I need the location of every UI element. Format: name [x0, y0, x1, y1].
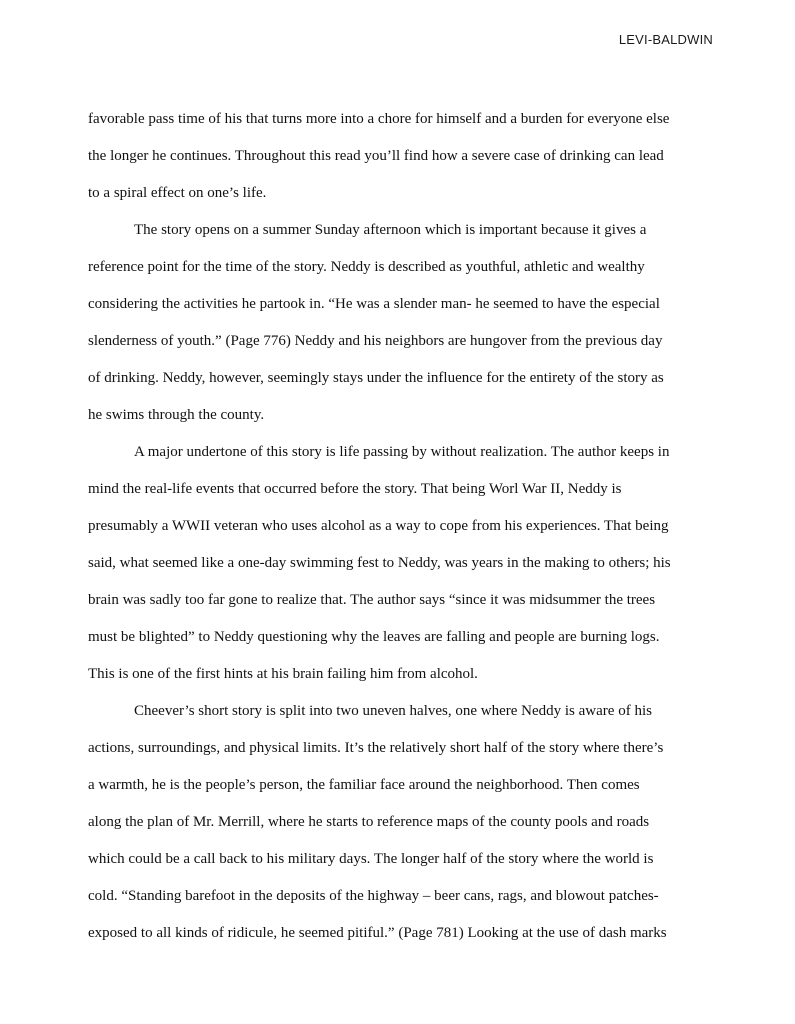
text-line: said, what seemed like a one-day swimming fest to Neddy, was years in the making to others; his	[88, 555, 671, 571]
text-line: which could be a call back to his military days. The longer half of the story where the world is	[88, 851, 654, 867]
running-head: LEVI-BALDWIN	[618, 32, 713, 47]
text-line: This is one of the first hints at his brain failing him from alcohol.	[88, 666, 478, 682]
text-line: favorable pass time of his that turns more into a chore for himself and a burden for everyone else	[88, 111, 670, 127]
text-line: exposed to all kinds of ridicule, he seemed pitiful.” (Page 781) Looking at the use of dash marks	[88, 925, 667, 941]
text-line: he swims through the county.	[88, 407, 265, 423]
text-line: slenderness of youth.” (Page 776) Neddy and his neighbors are hungover from the previous day	[88, 333, 663, 349]
paragraph-first-line: A major undertone of this story is life passing by without realization. The author keeps in	[134, 444, 670, 460]
text-line: reference point for the time of the story. Neddy is described as youthful, athletic and wealthy	[88, 259, 645, 275]
text-line: along the plan of Mr. Merrill, where he starts to reference maps of the county pools and roads	[88, 814, 650, 830]
text-line: a warmth, he is the people’s person, the familiar face around the neighborhood. Then comes	[88, 777, 640, 793]
paragraph-first-line: The story opens on a summer Sunday afternoon which is important because it gives a	[134, 222, 647, 238]
text-line: actions, surroundings, and physical limits. It’s the relatively short half of the story where there’s	[88, 740, 664, 756]
paragraph-first-line: Cheever’s short story is split into two uneven halves, one where Neddy is aware of his	[134, 703, 652, 719]
text-line: mind the real-life events that occurred before the story. That being Worl War II, Neddy is	[88, 481, 622, 497]
text-line: must be blighted” to Neddy questioning why the leaves are falling and people are burning logs.	[88, 629, 660, 645]
text-line: presumably a WWII veteran who uses alcohol as a way to cope from his experiences. That being	[88, 518, 669, 534]
text-line: to a spiral effect on one’s life.	[88, 185, 267, 201]
text-line: brain was sadly too far gone to realize that. The author says “since it was midsummer the trees	[88, 592, 656, 608]
text-line: cold. “Standing barefoot in the deposits of the highway – beer cans, rags, and blowout patches-	[88, 888, 659, 904]
text-line: considering the activities he partook in. “He was a slender man- he seemed to have the especial	[88, 296, 660, 312]
text-line: of drinking. Neddy, however, seemingly stays under the influence for the entirety of the story as	[88, 370, 664, 386]
text-line: the longer he continues. Throughout this read you’ll find how a severe case of drinking can lead	[88, 148, 664, 164]
